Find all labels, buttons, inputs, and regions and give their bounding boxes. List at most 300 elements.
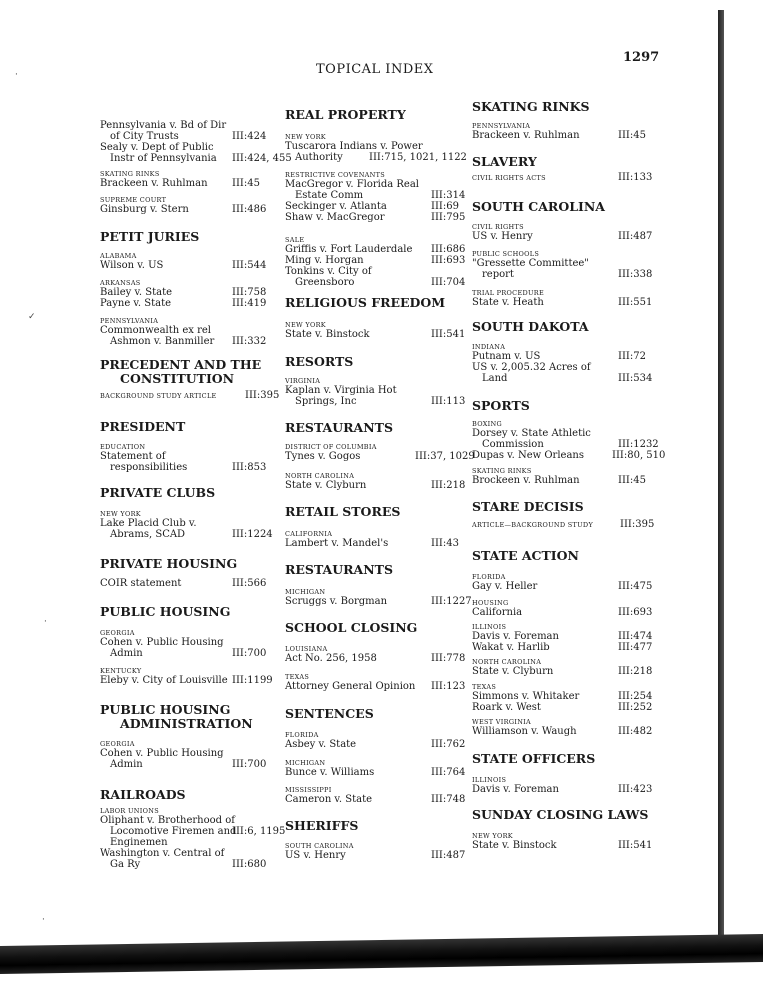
page-reference: III:853	[232, 462, 267, 473]
page-reference: III:80, 510	[612, 450, 666, 461]
index-entry	[100, 260, 267, 271]
jurisdiction-label: GEORGIA	[100, 740, 135, 748]
section-heading	[472, 399, 530, 413]
index-entry	[472, 691, 653, 702]
index-entry	[285, 739, 466, 750]
index-entry	[285, 141, 467, 163]
page-reference: III:700	[232, 648, 267, 659]
index-entry	[285, 767, 466, 778]
index-block	[285, 321, 466, 340]
index-block	[472, 658, 653, 677]
index-block	[285, 530, 459, 549]
jurisdiction-label: SUPREME COURT	[100, 196, 167, 204]
index-block	[472, 320, 589, 334]
index-block	[100, 279, 267, 309]
index-block	[100, 703, 253, 731]
index-entry	[472, 258, 653, 280]
page-reference: III:487	[431, 850, 466, 861]
heading-line: STATE OFFICERS	[472, 751, 596, 766]
case-name-continuation: Authority	[295, 152, 343, 163]
index-entry	[472, 130, 646, 141]
index-entry	[100, 748, 267, 770]
page-reference: III:37, 1029	[415, 451, 475, 462]
case-name: Bailey v. State	[100, 287, 173, 298]
index-block	[472, 122, 646, 141]
case-name: Payne v. State	[100, 298, 172, 309]
index-block	[100, 807, 286, 870]
index-entry	[472, 428, 659, 450]
index-entry	[100, 675, 273, 686]
index-block	[472, 250, 653, 280]
section-heading	[100, 788, 186, 802]
index-block	[100, 605, 230, 619]
index-block	[100, 740, 267, 770]
index-block	[285, 588, 472, 607]
jurisdiction-label: ILLINOIS	[472, 776, 507, 784]
page-reference: III:423	[618, 784, 653, 795]
page-reference: III:419	[232, 298, 267, 309]
index-entry	[472, 631, 653, 642]
page-reference: III:475	[618, 581, 653, 592]
case-name-continuation: Estate Comm	[295, 190, 364, 201]
heading-line: SKATING RINKS	[472, 99, 590, 114]
index-block	[472, 399, 530, 413]
index-entry	[285, 212, 466, 223]
index-entry	[285, 266, 466, 288]
case-name: US v. Henry	[285, 850, 346, 861]
case-name: Putnam v. US	[472, 351, 541, 362]
case-name: Ginsburg v. Stern	[100, 204, 189, 215]
page-reference: III:6, 1195	[232, 826, 286, 837]
index-block	[472, 549, 579, 563]
index-block	[285, 421, 393, 435]
index-block	[472, 100, 590, 114]
page-reference: III:566	[232, 578, 267, 589]
index-block	[285, 819, 358, 833]
jurisdiction-label: NEW YORK	[472, 832, 513, 840]
index-entry	[100, 815, 286, 848]
case-name: Davis v. Foreman	[472, 784, 559, 795]
page-reference: III:254	[618, 691, 653, 702]
index-block	[285, 731, 466, 750]
jurisdiction-label: SALE	[285, 236, 305, 244]
jurisdiction-label: FLORIDA	[285, 731, 319, 739]
case-name: Brackeen v. Ruhlman	[100, 178, 208, 189]
case-name: Gay v. Heller	[472, 581, 538, 592]
case-name-continuation: Ashmon v. Banmiller	[110, 336, 215, 347]
page-reference: III:474	[618, 631, 653, 642]
index-block	[472, 500, 584, 514]
case-name: Tuscarora Indians v. Power	[285, 141, 423, 152]
heading-line: SOUTH CAROLINA	[472, 199, 605, 214]
index-block	[472, 683, 653, 713]
margin-mark: ✓	[28, 312, 36, 322]
case-name: MacGregor v. Florida Real	[285, 179, 419, 190]
page-reference: III:1227	[431, 596, 472, 607]
page-reference: III:424	[232, 131, 267, 142]
case-name-continuation: of City Trusts	[110, 131, 179, 142]
heading-line: PETIT JURIES	[100, 229, 200, 244]
case-name: State v. Binstock	[285, 329, 370, 340]
heading-line: PUBLIC HOUSING	[100, 604, 231, 619]
heading-line: STARE DECISIS	[472, 499, 584, 514]
index-entry	[285, 596, 472, 607]
index-entry	[285, 244, 466, 255]
jurisdiction-label: GEORGIA	[100, 629, 135, 637]
heading-line: CONSTITUTION	[120, 371, 235, 386]
case-name-continuation: Land	[482, 373, 508, 384]
page-reference: III:338	[618, 269, 653, 280]
heading-line: SOUTH DAKOTA	[472, 319, 589, 334]
index-block	[285, 505, 400, 519]
index-block	[285, 673, 466, 692]
page-reference: III:686	[431, 244, 466, 255]
case-name-continuation: Springs, Inc	[295, 396, 357, 407]
page-reference: III:314	[431, 190, 466, 201]
case-name: Oliphant v. Brotherhood of	[100, 815, 235, 826]
page-reference: III:332	[232, 336, 267, 347]
page-reference: III:424, 455	[232, 153, 292, 164]
case-name: Davis v. Foreman	[472, 631, 559, 642]
case-name: Cohen v. Public Housing	[100, 637, 224, 648]
index-block	[100, 443, 267, 473]
index-block	[100, 230, 199, 244]
heading-line: ADMINISTRATION	[120, 716, 253, 731]
index-entry	[285, 329, 466, 340]
index-block	[100, 629, 267, 659]
page-reference: III:487	[618, 231, 653, 242]
index-entry	[285, 480, 466, 491]
index-entry	[472, 351, 646, 362]
case-name-continuation: Greensboro	[295, 277, 355, 288]
section-heading	[285, 108, 406, 122]
section-heading	[285, 505, 400, 519]
index-block	[100, 486, 215, 500]
index-block	[100, 170, 260, 189]
section-heading	[472, 549, 579, 563]
index-entry	[285, 201, 459, 212]
case-name-continuation: Abrams, SCAD	[110, 529, 186, 540]
index-block	[472, 200, 605, 214]
index-entry	[472, 297, 653, 308]
index-block	[285, 133, 467, 163]
case-name: Roark v. West	[472, 702, 541, 713]
heading-line: REAL PROPERTY	[285, 107, 406, 122]
index-block	[100, 420, 185, 434]
index-block	[285, 786, 466, 805]
index-entry	[472, 362, 653, 384]
jurisdiction-label: EDUCATION	[100, 443, 146, 451]
case-name: Eleby v. City of Louisville	[100, 675, 228, 686]
case-name: Statement of	[100, 451, 166, 462]
page-reference: III:218	[431, 480, 466, 491]
case-name-continuation: Instr of Pennsylvania	[110, 153, 217, 164]
heading-line: RELIGIOUS FREEDOM	[285, 295, 446, 310]
section-heading	[100, 486, 215, 500]
page-reference: III:715, 1021, 1122	[369, 152, 467, 163]
index-block	[285, 842, 466, 861]
jurisdiction-label: ARKANSAS	[100, 279, 141, 287]
case-name: State v. Binstock	[472, 840, 557, 851]
case-name-continuation: responsibilities	[110, 462, 188, 473]
index-entry	[100, 287, 267, 298]
index-block	[285, 563, 393, 577]
page-reference: III:541	[618, 840, 653, 851]
index-entry	[100, 204, 267, 215]
page-reference: III:482	[618, 726, 653, 737]
index-entry	[472, 450, 666, 461]
jurisdiction-label: TEXAS	[472, 683, 497, 691]
index-entry	[472, 607, 653, 618]
section-heading	[100, 358, 261, 386]
index-block	[285, 377, 466, 407]
case-name: Brackeen v. Ruhlman	[472, 130, 580, 141]
case-name: Cameron v. State	[285, 794, 373, 805]
jurisdiction-label: WEST VIRGINIA	[472, 718, 532, 726]
page-reference: III:704	[431, 277, 466, 288]
index-entry	[100, 298, 267, 309]
heading-line: RESORTS	[285, 354, 354, 369]
index-entry	[472, 475, 646, 486]
jurisdiction-label: HOUSING	[472, 599, 509, 607]
case-name: Tonkins v. City of	[285, 266, 372, 277]
index-block	[472, 467, 646, 486]
page-reference: III:69	[431, 201, 459, 212]
index-entry	[472, 581, 653, 592]
section-heading	[100, 420, 185, 434]
heading-line: RETAIL STORES	[285, 504, 401, 519]
jurisdiction-label: MICHIGAN	[285, 588, 326, 596]
page-reference: III:133	[618, 172, 653, 183]
case-name: Attorney General Opinion	[285, 681, 416, 692]
page-reference: III:43	[431, 538, 459, 549]
case-name: Lake Placid Club v.	[100, 518, 197, 529]
jurisdiction-label: TRIAL PROCEDURE	[472, 289, 545, 297]
jurisdiction-label: TEXAS	[285, 673, 310, 681]
case-name: Wakat v. Harlib	[472, 642, 550, 653]
page-reference: III:758	[232, 287, 267, 298]
case-name: "Gressette Committee"	[472, 258, 589, 269]
jurisdiction-label: LABOR UNIONS	[100, 807, 159, 815]
jurisdiction-label: VIRGINIA	[285, 377, 321, 385]
page-reference: III:252	[618, 702, 653, 713]
case-name: Wilson v. US	[100, 260, 164, 271]
jurisdiction-label: BACKGROUND STUDY ARTICLE	[100, 392, 217, 400]
case-name: State v. Heath	[472, 297, 544, 308]
heading-line: RESTAURANTS	[285, 562, 394, 577]
page-reference: III:45	[618, 130, 646, 141]
jurisdiction-label: INDIANA	[472, 343, 506, 351]
page-reference: III:45	[618, 475, 646, 486]
page-reference: III:123	[431, 681, 466, 692]
section-heading	[285, 563, 393, 577]
case-name: Dorsey v. State Athletic	[472, 428, 591, 439]
case-name: Act No. 256, 1958	[285, 653, 377, 664]
heading-line: RAILROADS	[100, 787, 186, 802]
jurisdiction-label: NEW YORK	[285, 321, 326, 329]
index-entry	[100, 120, 267, 142]
index-entry	[472, 642, 653, 653]
case-name-continuation: Admin	[110, 759, 143, 770]
case-name: California	[472, 607, 523, 618]
heading-line: RESTAURANTS	[285, 420, 394, 435]
index-block	[285, 707, 374, 721]
section-heading	[285, 355, 353, 369]
case-name: Brockeen v. Ruhlman	[472, 475, 580, 486]
index-block	[472, 420, 666, 461]
margin-mark: ·	[42, 915, 45, 925]
section-heading	[285, 421, 393, 435]
page-edge-shadow-bottom	[0, 934, 763, 974]
page-edge-shadow-right	[718, 10, 724, 950]
index-block	[285, 108, 406, 122]
index-block	[472, 573, 653, 592]
heading-line: PRIVATE CLUBS	[100, 485, 216, 500]
index-entry	[100, 178, 260, 189]
index-block	[472, 832, 653, 851]
case-name: Tynes v. Gogos	[285, 451, 361, 462]
heading-line: PRESIDENT	[100, 419, 186, 434]
index-block	[285, 759, 466, 778]
case-name: State v. Clyburn	[285, 480, 367, 491]
case-name: Sealy v. Dept of Public	[100, 142, 214, 153]
page-reference: III:113	[431, 396, 466, 407]
page-reference: III:700	[232, 759, 267, 770]
page-reference: III:762	[431, 739, 466, 750]
case-name: Lambert v. Mandel's	[285, 538, 389, 549]
page-reference: III:477	[618, 642, 653, 653]
case-name: Ming v. Horgan	[285, 255, 364, 266]
page-reference: III:764	[431, 767, 466, 778]
case-name: Williamson v. Waugh	[472, 726, 577, 737]
heading-line: SCHOOL CLOSING	[285, 620, 418, 635]
section-heading	[100, 605, 230, 619]
page-reference: III:693	[431, 255, 466, 266]
section-heading	[472, 320, 589, 334]
index-block	[472, 343, 653, 384]
heading-line: STATE ACTION	[472, 548, 579, 563]
index-entry	[472, 666, 653, 677]
index-entry	[285, 385, 466, 407]
index-block	[100, 578, 267, 589]
case-name: Scruggs v. Borgman	[285, 596, 388, 607]
case-name-continuation: report	[482, 269, 514, 280]
case-name-continuation: Commission	[482, 439, 544, 450]
page-reference: III:1224	[232, 529, 273, 540]
index-entry	[472, 519, 655, 530]
jurisdiction-label: PENNSYLVANIA	[100, 317, 159, 325]
jurisdiction-label: MISSISSIPPI	[285, 786, 332, 794]
index-entry	[100, 518, 273, 540]
case-name: US v. 2,005.32 Acres of	[472, 362, 591, 373]
jurisdiction-label: KENTUCKY	[100, 667, 142, 675]
case-name: State v. Clyburn	[472, 666, 554, 677]
index-block	[472, 752, 595, 766]
index-block	[285, 296, 445, 310]
jurisdiction-label: PUBLIC SCHOOLS	[472, 250, 540, 258]
index-entry	[285, 850, 466, 861]
index-block	[100, 667, 273, 686]
index-block	[285, 621, 417, 635]
page-reference: III:541	[431, 329, 466, 340]
section-heading	[285, 621, 417, 635]
index-entry	[472, 784, 653, 795]
index-entry	[472, 231, 653, 242]
case-name: Cohen v. Public Housing	[100, 748, 224, 759]
index-entry	[285, 255, 466, 266]
index-entry	[472, 172, 653, 183]
index-block	[285, 236, 466, 288]
index-block	[100, 510, 273, 540]
case-name-continuation: Enginemen	[110, 837, 168, 848]
page-reference: III:72	[618, 351, 646, 362]
page-reference: III:395	[620, 519, 655, 530]
jurisdiction-label: FLORIDA	[472, 573, 506, 581]
index-entry	[100, 578, 267, 589]
jurisdiction-label: SOUTH CAROLINA	[285, 842, 354, 850]
index-block	[472, 808, 648, 822]
case-name: Asbey v. State	[285, 739, 357, 750]
heading-line: PRIVATE HOUSING	[100, 556, 238, 571]
heading-line: SLAVERY	[472, 154, 537, 169]
index-entry	[472, 702, 653, 713]
page-reference: III:395	[245, 390, 280, 401]
index-entry	[100, 390, 280, 401]
index-block	[100, 390, 280, 401]
page-reference: III:218	[618, 666, 653, 677]
case-name: Shaw v. MacGregor	[285, 212, 385, 223]
index-block	[285, 443, 475, 462]
jurisdiction-label: ILLINOIS	[472, 623, 507, 631]
case-name: Kaplan v. Virginia Hot	[285, 385, 397, 396]
case-name: Bunce v. Williams	[285, 767, 375, 778]
index-block	[100, 196, 267, 215]
index-block	[100, 358, 261, 386]
heading-line: SUNDAY CLOSING LAWS	[472, 807, 649, 822]
jurisdiction-label: DISTRICT OF COLUMBIA	[285, 443, 377, 451]
page-reference: III:778	[431, 653, 466, 664]
index-block	[472, 289, 653, 308]
margin-mark: ·	[44, 617, 47, 627]
jurisdiction-label: ALABAMA	[100, 252, 137, 260]
case-name: Griffis v. Fort Lauderdale	[285, 244, 413, 255]
case-name: Commonwealth ex rel	[100, 325, 212, 336]
index-entry	[472, 726, 653, 737]
case-name-continuation: Ga Ry	[110, 859, 141, 870]
page-reference: III:544	[232, 260, 267, 271]
index-entry	[285, 794, 466, 805]
jurisdiction-label: SKATING RINKS	[100, 170, 160, 178]
section-heading	[472, 808, 648, 822]
jurisdiction-label: NEW YORK	[285, 133, 326, 141]
index-block	[472, 599, 653, 618]
case-name: Pennsylvania v. Bd of Dir	[100, 120, 227, 131]
case-name-continuation: Admin	[110, 648, 143, 659]
section-heading	[285, 707, 374, 721]
index-block	[100, 120, 292, 164]
index-block	[285, 645, 466, 664]
jurisdiction-label: CALIFORNIA	[285, 530, 333, 538]
heading-line: SPORTS	[472, 398, 530, 413]
index-block	[472, 776, 653, 795]
case-name: COIR statement	[100, 578, 182, 589]
section-heading	[472, 100, 590, 114]
section-heading	[472, 500, 584, 514]
jurisdiction-label: NORTH CAROLINA	[472, 658, 542, 666]
index-entry	[285, 451, 475, 462]
page-reference: III:551	[618, 297, 653, 308]
page-reference: III:1232	[618, 439, 659, 450]
